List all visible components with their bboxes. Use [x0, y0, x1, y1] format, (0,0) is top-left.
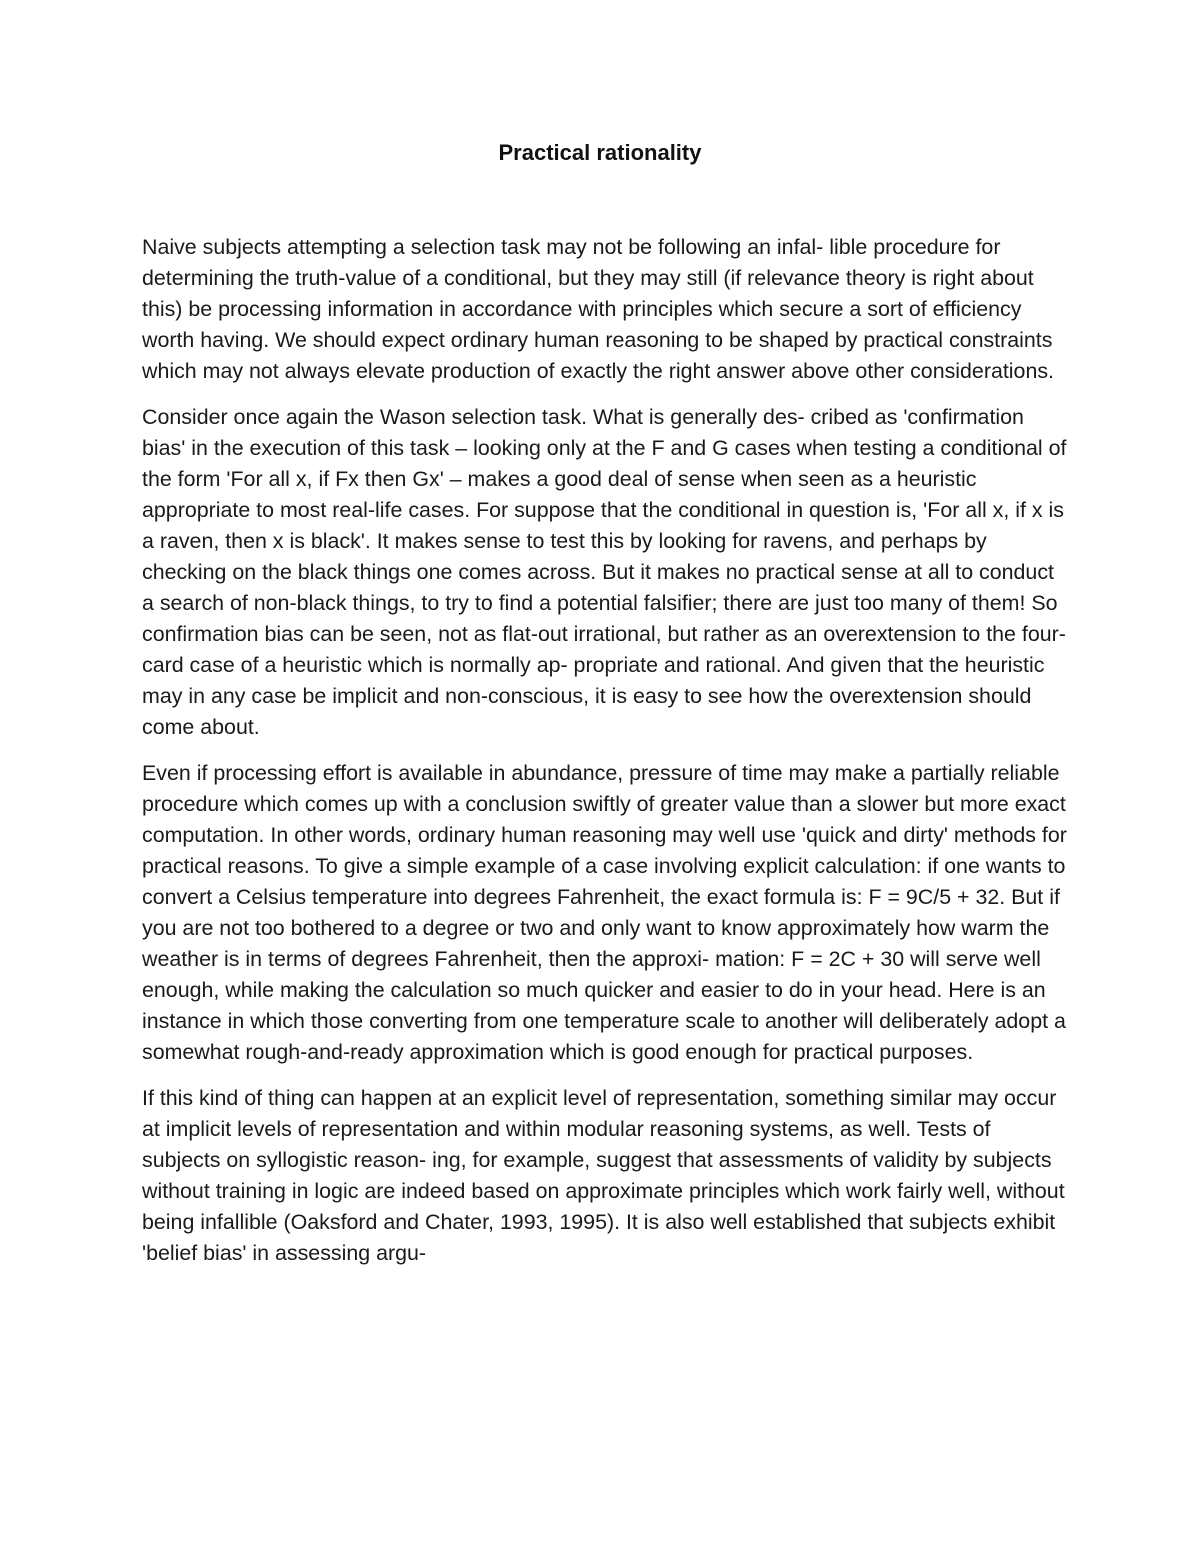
- paragraph-1: Naive subjects attempting a selection task may not be following an infal- lible procedure for determining the truth-value of a conditional, but they may still (if relevance theory is right about this) be processing information in accordance with principles which secure a sort of efficiency worth having. We should expect ordinary human reasoning to be shaped by practical constraints which may not always elevate production of exactly the right answer above other considerations.: [142, 235, 1054, 383]
- paragraph-2: Consider once again the Wason selection task. What is generally des- cribed as 'confirmation bias' in the execution of this task – looking only at the F and G cases when testing a conditional of the form 'For all x, if Fx then Gx' – makes a good deal of sense when seen as a heuristic appropriate to most real-life cases. For suppose that the conditional in question is, 'For all x, if x is a raven, then x is black'. It makes sense to test this by looking for ravens, and perhaps by checking on the black things one comes across. But it makes no practical sense at all to conduct a search of non-black things, to try to find a potential falsifier; there are just too many of them! So confirmation bias can be seen, not as flat-out irrational, but rather as an overextension to the four-card case of a heuristic which is normally ap- propriate and rational. And given that the heuristic may in any case be implicit and non-conscious, it is easy to see how the overextension should come about.: [142, 405, 1067, 739]
- page-title: Practical rationality: [498, 140, 702, 165]
- paragraph-4: If this kind of thing can happen at an explicit level of representation, something similar may occur at implicit levels of representation and within modular reasoning systems, as well. Tests of subjects on syllogistic reason- ing, for example, suggest that assessments of validity by subjects without training in logic are indeed based on approximate principles which work fairly well, without being infallible (Oaksford and Chater, 1993, 1995). It is also well established that subjects exhibit 'belief bias' in assessing argu-: [142, 1086, 1065, 1265]
- document-body: [142, 232, 1067, 1284]
- paragraph-3: Even if processing effort is available in abundance, pressure of time may make a partially reliable procedure which comes up with a conclusion swiftly of greater value than a slower but more exact computation. In other words, ordinary human reasoning may well use 'quick and dirty' methods for practical reasons. To give a simple example of a case involving explicit calculation: if one wants to convert a Celsius temperature into degrees Fahrenheit, the exact formula is: F = 9C/5 + 32. But if you are not too bothered to a degree or two and only want to know approximately how warm the weather is in terms of degrees Fahrenheit, then the approxi- mation: F = 2C + 30 will serve well enough, while making the calculation so much quicker and easier to do in your head. Here is an instance in which those converting from one temperature scale to another will deliberately adopt a somewhat rough-and-ready approximation which is good enough for practical purposes.: [142, 761, 1067, 1064]
